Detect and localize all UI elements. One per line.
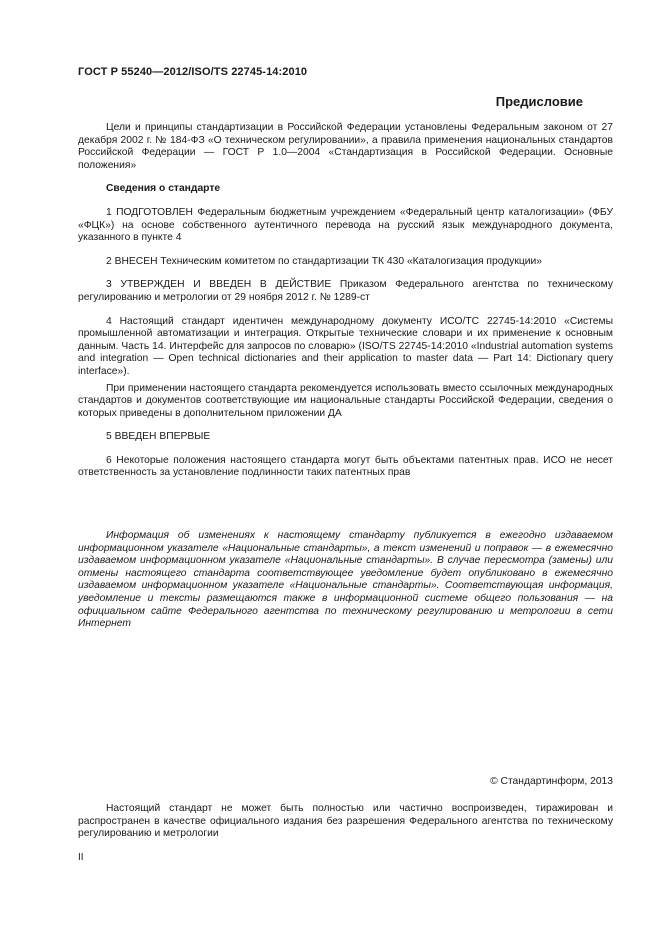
- foreword-body: [78, 122, 613, 480]
- item-2: 2 ВНЕСЕН Техническим комитетом по стандартизации ТК 430 «Каталогизация продукции»: [106, 255, 542, 267]
- info-notice-text: Информация об изменениях к настоящему стандарту публикуется в ежегодно издаваемом информационном указателе «Национальные стандарты», а текст изменений и поправок — в ежемесячно издаваемом информационном указателе «Национальные стандарты». В случае пересмотра (замены) или отмены настоящего стандарта соответствующее уведомление будет опубликовано в ежемесячно издаваемом информационном указателе «Национальные стандарты». Соответствующая информация, уведомление и тексты размещаются также в информационной системе общего пользования — на официальном сайте Федерального агентства по техническому регулированию и метрологии в сети Интернет: [78, 530, 613, 630]
- page-number: II: [78, 852, 84, 863]
- item-4: 4 Настоящий стандарт идентичен международному документу ИСО/ТС 22745-14:2010 «Системы промышленной автоматизации и интеграция. Открытые технические словари и их применение к основным данным. Часть 14. Интерфейс для запросов по словарю» (ISO/TS 22745-14:2010 «Industrial automation systems and integration — Open technical dictionaries and their application to master data — Part 14: Dictionary query interface»).: [78, 315, 613, 377]
- item-3: 3 УТВЕРЖДЕН И ВВЕДЕН В ДЕЙСТВИЕ Приказом Федерального агентства по техническому регулированию и метрологии от 29 ноября 2012 г. № 1289-ст: [78, 279, 613, 303]
- info-notice: [78, 530, 613, 631]
- section-heading: Сведения о стандарте: [106, 183, 221, 195]
- item-1: 1 ПОДГОТОВЛЕН Федеральным бюджетным учреждением «Федеральный центр каталогизации» (ФБУ «ФЦК») на основе собственного аутентичного перевода на русский язык международного документа, указанного в пункте 4: [78, 206, 613, 244]
- intro-paragraph: Цели и принципы стандартизации в Российской Федерации установлены Федеральным законом от 27 декабря 2002 г. № 184-ФЗ «О техническом регулировании», а правила применения национальных стандартов Российской Федерации — ГОСТ Р 1.0—2004 «Стандартизация в Российской Федерации. Основные положения»: [78, 122, 613, 171]
- item-5: 5 ВВЕДЕН ВПЕРВЫЕ: [106, 431, 211, 443]
- item-6: 6 Некоторые положения настоящего стандарта могут быть объектами патентных прав. ИСО не несет ответственность за установление подлинности таких патентных прав: [78, 454, 613, 479]
- page-title: Предисловие: [495, 94, 583, 109]
- reproduction-notice: [78, 803, 613, 841]
- reproduction-notice-text: Настоящий стандарт не может быть полностью или частично воспроизведен, тиражирован и распространен в качестве официального издания без разрешения Федерального агентства по техническому регулированию и метрологии: [78, 803, 613, 840]
- item-4-note: При применении настоящего стандарта рекомендуется использовать вместо ссылочных международных стандартов и документов соответствующие им национальные стандарты Российской Федерации, сведения о которых приведены в дополнительном приложении ДА: [78, 382, 613, 419]
- standard-code-header: ГОСТ Р 55240—2012/ISO/TS 22745-14:2010: [78, 66, 308, 78]
- copyright: © Стандартинформ, 2013: [490, 776, 613, 787]
